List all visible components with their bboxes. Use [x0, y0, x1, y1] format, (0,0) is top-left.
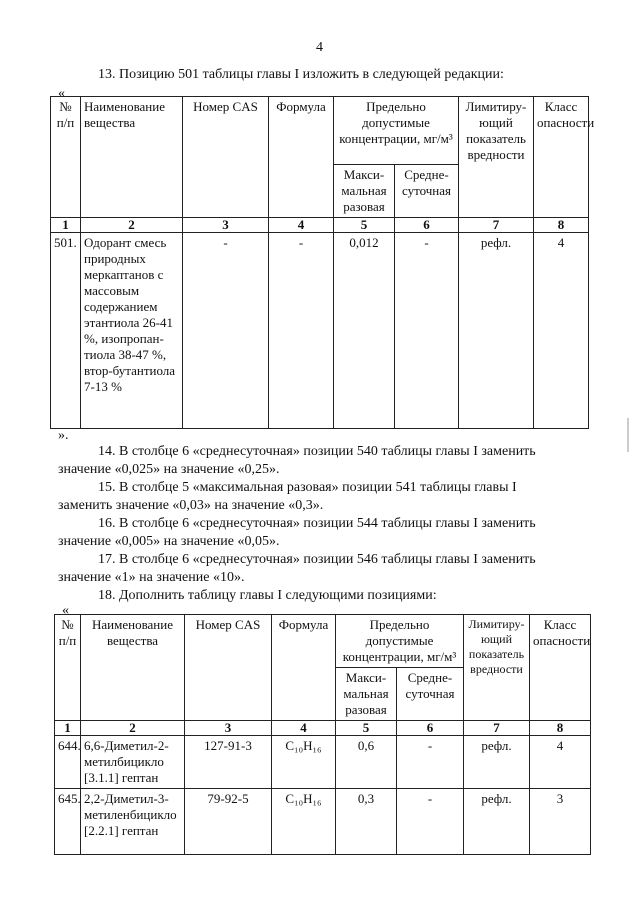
table-new-positions: [54, 614, 591, 855]
col-number: 1: [55, 721, 81, 736]
row-limiting: рефл.: [464, 789, 530, 855]
row-limiting: рефл.: [464, 736, 530, 789]
row-name: 6,6-Диметил-2-метилбицикло [3.1.1] гептан: [81, 736, 185, 789]
row-cas: 79-92-5: [185, 789, 272, 855]
row-max: 0,012: [334, 233, 395, 429]
table-row: [55, 736, 591, 789]
row-hazard: 3: [530, 789, 591, 855]
header-hazard: Класс опасности: [534, 97, 589, 218]
col-number: 6: [397, 721, 464, 736]
col-number: 2: [81, 721, 185, 736]
row-avg: -: [395, 233, 459, 429]
row-num: 644.: [55, 736, 81, 789]
item-16-line1: 16. В столбце 6 «среднесуточная» позиции 544 таблицы главы I заменить: [98, 516, 536, 531]
header-avg: Средне-суточная: [395, 165, 459, 218]
row-cas: 127-91-3: [185, 736, 272, 789]
col-number: 7: [459, 218, 534, 233]
row-formula: C₁₀H₁₆: [272, 789, 336, 855]
col-number: 1: [51, 218, 81, 233]
item-16-line2: значение «0,005» на значение «0,05».: [58, 534, 280, 549]
item-17-line1: 17. В столбце 6 «среднесуточная» позиции 546 таблицы главы I заменить: [98, 552, 536, 567]
col-number: 8: [530, 721, 591, 736]
header-limiting: Лимитиру-ющий показатель вредности: [459, 97, 534, 218]
header-num: № п/п: [55, 615, 81, 721]
row-name: Одорант смесь природных меркаптанов с массовым содержанием этантиола 26-41 %, изопропан-тиола 38-47 %, втор-бутантиола 7-13 %: [81, 233, 183, 429]
row-name: 2,2-Диметил-3-метиленбициклo [2.2.1] гептан: [81, 789, 185, 855]
row-formula: C₁₀H₁₆: [272, 736, 336, 789]
close-quote-1: ».: [58, 428, 69, 443]
col-number: 2: [81, 218, 183, 233]
item-15-line2: заменить значение «0,03» на значение «0,3».: [58, 498, 324, 513]
header-formula: Формула: [269, 97, 334, 218]
table-row: [51, 233, 589, 429]
header-limit: Предельно допустимые концентрации, мг/м³: [334, 97, 459, 165]
row-num: 501.: [51, 233, 81, 429]
item-14-line1: 14. В столбце 6 «среднесуточная» позиции 540 таблицы главы I заменить: [98, 444, 536, 459]
table-position-501: [50, 96, 595, 429]
header-cas: Номер CAS: [185, 615, 272, 721]
table-row: [55, 789, 591, 855]
scan-margin-mark: [627, 418, 629, 452]
header-cas: Номер CAS: [183, 97, 269, 218]
row-avg: -: [397, 736, 464, 789]
header-num: № п/п: [51, 97, 81, 218]
col-number: 8: [534, 218, 589, 233]
row-max: 0,3: [336, 789, 397, 855]
header-name: Наименование вещества: [81, 97, 183, 218]
row-num: 645.: [55, 789, 81, 855]
header-avg: Средне-суточная: [397, 668, 464, 721]
col-number: 4: [269, 218, 334, 233]
column-numbers-row: [51, 218, 589, 233]
page-number: 4: [316, 40, 323, 55]
open-quote-1: «: [58, 86, 65, 101]
open-quote-2: «: [62, 603, 69, 618]
item-15-line1: 15. В столбце 5 «максимальная разовая» позиции 541 таблицы главы I: [98, 480, 517, 495]
header-formula: Формула: [272, 615, 336, 721]
row-limiting: рефл.: [459, 233, 534, 429]
col-number: 5: [334, 218, 395, 233]
header-hazard: Класс опасности: [530, 615, 591, 721]
col-number: 7: [464, 721, 530, 736]
item-18-heading: 18. Дополнить таблицу главы I следующими позициями:: [98, 588, 437, 603]
col-number: 3: [183, 218, 269, 233]
col-number: 4: [272, 721, 336, 736]
col-number: 3: [185, 721, 272, 736]
row-cas: -: [183, 233, 269, 429]
col-number: 5: [336, 721, 397, 736]
header-max: Макси-мальная разовая: [336, 668, 397, 721]
row-hazard: 4: [530, 736, 591, 789]
header-name: Наименование вещества: [81, 615, 185, 721]
item-14-line2: значение «0,025» на значение «0,25».: [58, 462, 280, 477]
row-avg: -: [397, 789, 464, 855]
header-max: Макси-мальная разовая: [334, 165, 395, 218]
column-numbers-row: [55, 721, 591, 736]
item-13-heading: 13. Позицию 501 таблицы главы I изложить в следующей редакции:: [98, 67, 504, 82]
col-number: 6: [395, 218, 459, 233]
header-limit: Предельно допустимые концентрации, мг/м³: [336, 615, 464, 668]
row-hazard: 4: [534, 233, 589, 429]
item-17-line2: значение «1» на значение «10».: [58, 570, 245, 585]
header-limiting: Лимитиру-ющий показатель вредности: [464, 615, 530, 721]
row-max: 0,6: [336, 736, 397, 789]
row-formula: -: [269, 233, 334, 429]
